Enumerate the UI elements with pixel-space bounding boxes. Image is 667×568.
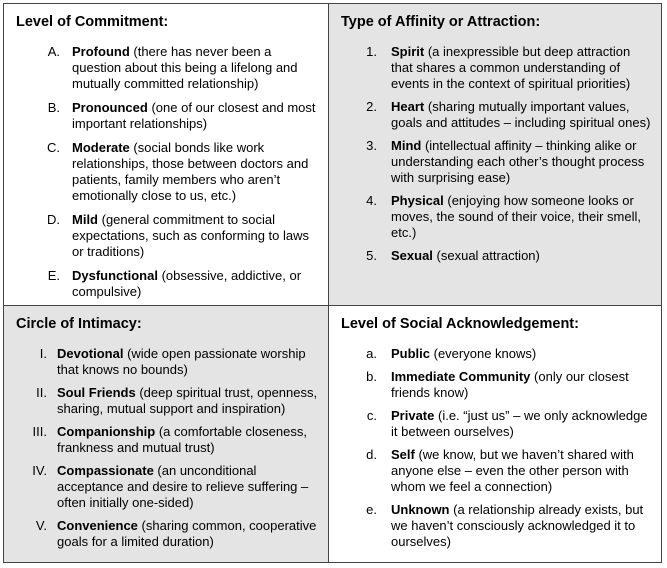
acknowledgement-cell xyxy=(329,306,661,562)
item-marker: I. xyxy=(39,346,47,361)
commitment-cell xyxy=(4,4,329,306)
item-term: Compassionate xyxy=(57,463,154,478)
item-marker: V. xyxy=(35,518,47,533)
item-marker: IV. xyxy=(32,463,47,478)
item-desc: (an unconditional acceptance and desire to relieve suffering – often initially one-sided) xyxy=(57,463,309,510)
item-term: Private xyxy=(391,408,435,423)
item-desc: (sharing common, cooperative goals for a limited duration) xyxy=(57,518,317,549)
item-desc: (a inexpressible but deep attraction that shares a common understanding of events in the context of spiritual priorities) xyxy=(391,44,631,91)
list-item xyxy=(16,424,322,456)
list-item xyxy=(16,518,322,550)
list-item xyxy=(341,447,655,495)
item-term: Devotional xyxy=(57,346,124,361)
item-term: Pronounced xyxy=(72,100,148,115)
item-term: Physical xyxy=(391,193,444,208)
item-desc: (there has never been a question about this being a lifelong and mutually committed relationship) xyxy=(72,44,298,91)
item-desc: (we know, but we haven’t shared with anyone else – even the other person with whom we feel a connection) xyxy=(391,447,634,494)
item-term: Dysfunctional xyxy=(72,268,158,283)
commitment-list xyxy=(16,44,322,300)
item-desc: (a relationship already exists, but we haven’t consciously acknowledged it to ourselves) xyxy=(391,502,644,549)
list-item xyxy=(16,268,322,300)
section-heading: Type of Affinity or Attraction: xyxy=(341,14,541,30)
item-marker: d. xyxy=(366,447,377,462)
list-item xyxy=(16,140,322,204)
item-term: Convenience xyxy=(57,518,138,533)
list-item xyxy=(16,346,322,378)
item-desc: (deep spiritual trust, openness, sharing, mutual support and inspiration) xyxy=(57,385,318,416)
list-item xyxy=(341,193,655,241)
item-term: Sexual xyxy=(391,248,433,263)
item-marker: 5. xyxy=(366,248,377,263)
list-item xyxy=(341,248,655,264)
item-marker: C. xyxy=(47,140,60,155)
item-term: Mind xyxy=(391,138,422,153)
item-marker: 2. xyxy=(366,99,377,114)
item-term: Profound xyxy=(72,44,130,59)
list-item xyxy=(341,369,655,401)
item-marker: e. xyxy=(366,502,377,517)
item-marker: D. xyxy=(47,212,60,227)
list-item xyxy=(16,385,322,417)
item-desc: (social bonds like work relationships, those between doctors and patients, family members who aren’t emotionally close to us, etc.) xyxy=(72,140,309,203)
item-marker: a. xyxy=(366,346,377,361)
item-term: Soul Friends xyxy=(57,385,136,400)
item-marker: 4. xyxy=(366,193,377,208)
item-desc: (intellectual affinity – thinking alike or understanding each other’s thought process with surprising ease) xyxy=(391,138,645,185)
affinity-list xyxy=(341,44,655,264)
item-term: Immediate Community xyxy=(391,369,531,384)
intimacy-list xyxy=(16,346,322,550)
list-item xyxy=(341,44,655,92)
list-item xyxy=(341,346,655,362)
item-desc: (i.e. “just us” – we only acknowledge it between ourselves) xyxy=(391,408,648,439)
item-term: Unknown xyxy=(391,502,450,517)
list-item xyxy=(16,100,322,132)
item-desc: (one of our closest and most important relationships) xyxy=(72,100,316,131)
list-item xyxy=(341,408,655,440)
item-marker: E. xyxy=(47,268,60,283)
item-marker: b. xyxy=(366,369,377,384)
item-term: Moderate xyxy=(72,140,130,155)
list-item xyxy=(16,212,322,260)
item-desc: (only our closest friends know) xyxy=(391,369,629,400)
item-marker: c. xyxy=(366,408,377,423)
list-item xyxy=(341,138,655,186)
item-term: Heart xyxy=(391,99,425,114)
item-marker: 1. xyxy=(366,44,377,59)
item-marker: II. xyxy=(36,385,47,400)
item-desc: (obsessive, addictive, or compulsive) xyxy=(72,268,302,299)
item-term: Companionship xyxy=(57,424,156,439)
section-heading: Circle of Intimacy: xyxy=(16,316,142,332)
item-marker: III. xyxy=(32,424,47,439)
item-desc: (enjoying how someone looks or moves, the sound of their voice, their smell, etc.) xyxy=(391,193,642,240)
item-term: Mild xyxy=(72,212,98,227)
list-item xyxy=(341,502,655,550)
item-desc: (wide open passionate worship that knows no bounds) xyxy=(57,346,306,377)
intimacy-cell xyxy=(4,306,329,562)
item-desc: (sharing mutually important values, goals and attitudes – including spiritual ones) xyxy=(391,99,651,130)
item-term: Self xyxy=(391,447,415,462)
list-item xyxy=(16,463,322,511)
relationship-table xyxy=(3,3,662,563)
item-marker: 3. xyxy=(366,138,377,153)
acknowledgement-list xyxy=(341,346,655,550)
list-item xyxy=(341,99,655,131)
section-heading: Level of Social Acknowledgement: xyxy=(341,316,579,332)
item-term: Public xyxy=(391,346,431,361)
item-desc: (general commitment to social expectations, such as conforming to laws or traditions) xyxy=(72,212,310,259)
item-term: Spirit xyxy=(391,44,425,59)
item-desc: (everyone knows) xyxy=(430,346,537,361)
list-item xyxy=(16,44,322,92)
item-desc: (sexual attraction) xyxy=(432,248,540,263)
item-desc: (a comfortable closeness, frankness and mutual trust) xyxy=(57,424,307,455)
affinity-cell xyxy=(329,4,661,306)
item-marker: A. xyxy=(47,44,60,59)
item-marker: B. xyxy=(47,100,60,115)
section-heading: Level of Commitment: xyxy=(16,14,169,30)
